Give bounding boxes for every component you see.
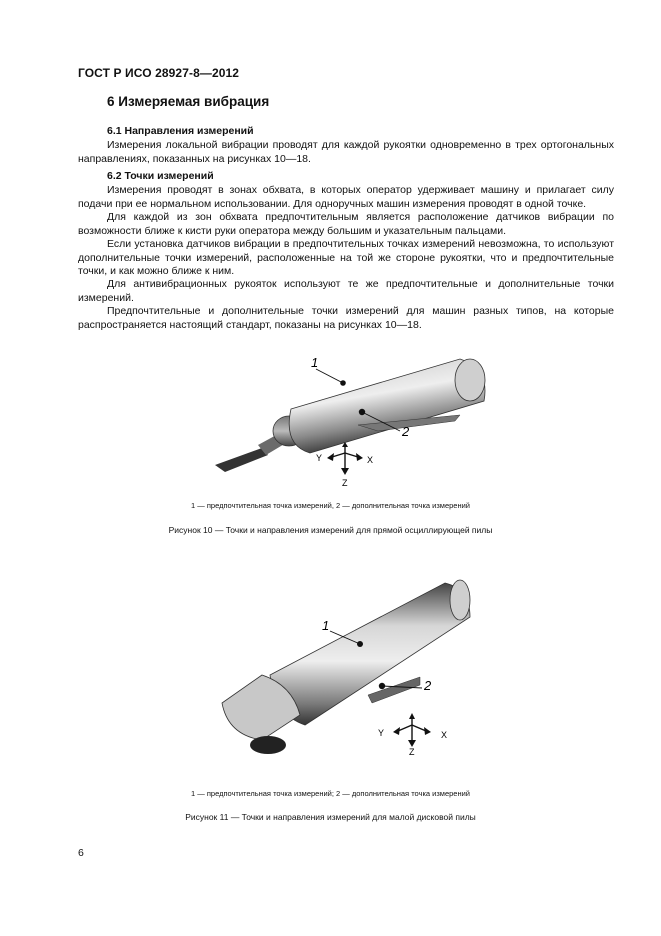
figure-11-axis-x: X (441, 730, 448, 740)
figure-10-caption: Рисунок 10 — Точки и направления измерений для прямой осциллирующей пилы (168, 525, 493, 535)
tool-end-cap (450, 580, 470, 620)
standard-header: ГОСТ Р ИСО 28927-8—2012 (78, 66, 240, 80)
saw-disc (250, 736, 286, 754)
tool-lever (368, 677, 420, 703)
paragraph-6-2-2: Для каждой из зон обхвата предпочтительным является расположение датчиков вибрации по возможности ближе к кисти руки оператора между большим и указательным пальцами. (78, 211, 614, 237)
tool-end-cap (455, 359, 485, 401)
figure-11-caption: Рисунок 11 — Точки и направления измерений для малой дисковой пилы (185, 812, 476, 822)
tool-body (270, 583, 470, 725)
subsection-6-2-title: 6.2 Точки измерений (107, 170, 214, 182)
figure-10-callout-2: 2 (402, 424, 410, 439)
figure-11-legend: 1 — предпочтительная точка измерений; 2 — дополнительная точка измерений (191, 789, 470, 798)
paragraph-6-2-5: Предпочтительные и дополнительные точки измерений для машин разных типов, на которые распространяется настоящий стандарт, показаны на рисунках 10—18. (78, 305, 614, 331)
figure-10-axis-z: Z (342, 478, 348, 488)
figure-11-illustration (0, 575, 661, 775)
figure-11-callout-2: 2 (424, 678, 432, 693)
figure-10-callout-1: 1 (311, 355, 319, 370)
figure-10-axis-triad (327, 442, 363, 475)
subsection-6-1-title: 6.1 Направления измерений (107, 125, 254, 137)
paragraph-6-2-1: Измерения проводят в зонах обхвата, в которых оператор удерживает машину и прилагает силу подачи при ее нормальном использовании. Для одноручных машин измерения проводят в одной точке. (78, 184, 614, 210)
section-title: 6 Измеряемая вибрация (107, 94, 270, 109)
figure-10-axis-x: X (367, 455, 374, 465)
paragraph-6-1: Измерения локальной вибрации проводят для каждой рукоятки одновременно в трех ортогональных направлениях, показанных на рисунках 10—18. (78, 139, 614, 165)
figure-11-axis-triad (393, 713, 431, 747)
saw-blade (215, 448, 268, 472)
figure-10-illustration (0, 345, 661, 495)
figure-10-axis-y: Y (316, 453, 323, 463)
figure-10-legend: 1 — предпочтительная точка измерений, 2 — дополнительная точка измерений (191, 501, 470, 510)
paragraph-6-2-4: Для антивибрационных рукояток используют те же предпочтительные и дополнительные точки измерений. (78, 278, 614, 304)
figure-11-axis-z: Z (409, 747, 415, 757)
paragraph-6-2-3: Если установка датчиков вибрации в предпочтительных точках измерений невозможна, то используют дополнительные точки измерений, расположенные на той же стороне рукоятки, что и предпочтительные точки, и как можно ближе к ним. (78, 238, 614, 277)
figure-11-callout-1: 1 (322, 618, 330, 633)
figure-11-axis-y: Y (378, 728, 385, 738)
page-number: 6 (78, 847, 84, 859)
